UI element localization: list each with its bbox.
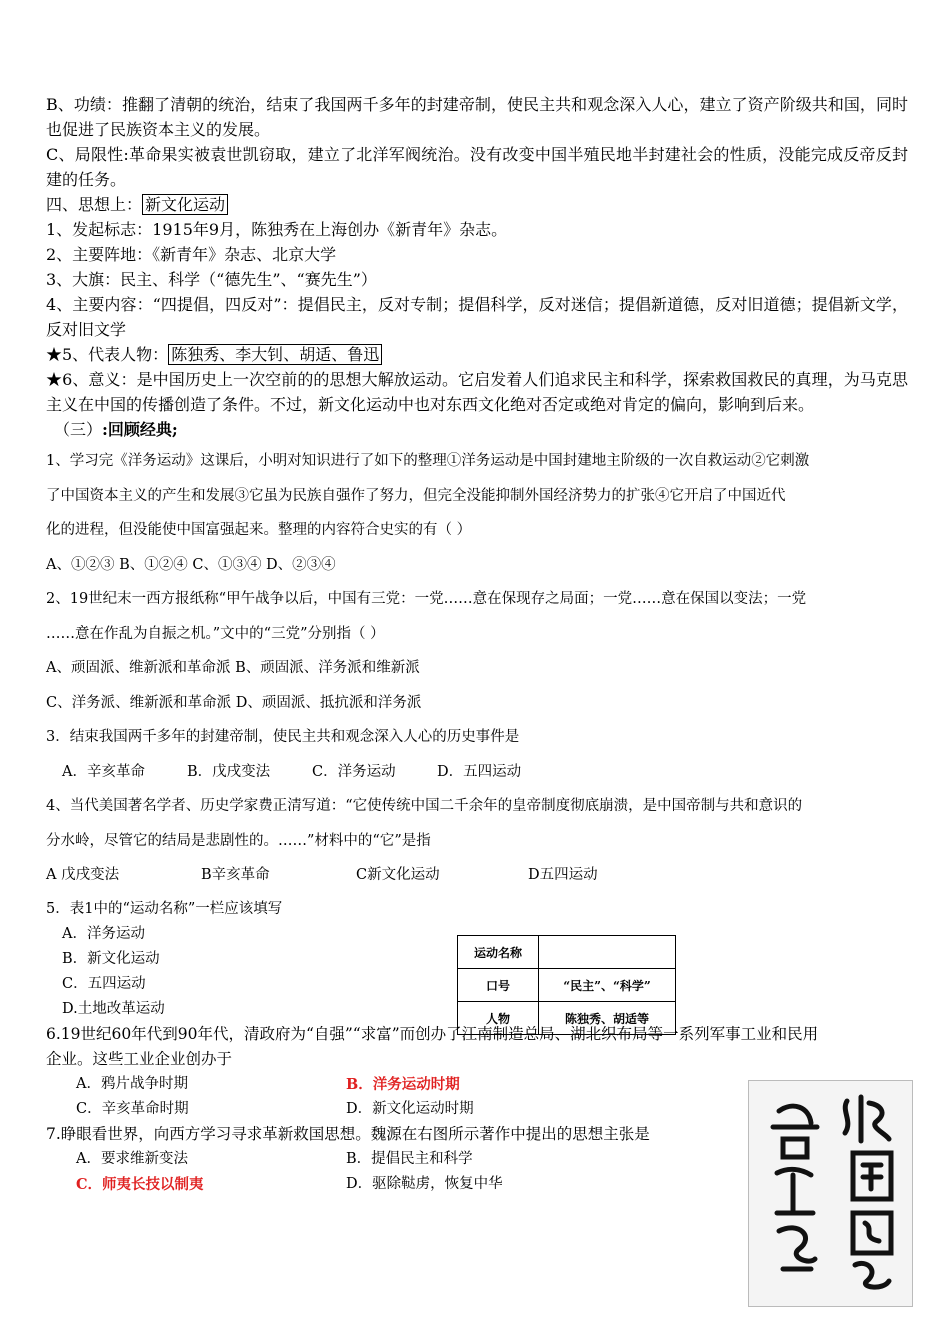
point-3: 3、大旗：民主、科学（“德先生”、“赛先生”） [46,270,377,289]
review-heading-number: （三） [54,420,103,439]
table-row [458,1002,676,1035]
section-4-heading [46,192,908,217]
review-heading [46,417,908,442]
q6-option-b-answer: B．洋务运动时期 [346,1075,460,1093]
q7-option-b: B．提倡民主和科学 [346,1150,473,1167]
q7-option-c-answer: C．师夷长技以制夷 [76,1175,204,1193]
point-5-boxed-names: 陈独秀、李大钊、胡适、鲁迅 [168,344,382,365]
q6-line-1: 6.19世纪60年代到90年代，清政府为“自强”“求富”而创办了江南制造总局、湖北织布局等一系列军事工业和民用 [46,1024,819,1043]
point-5-prefix: ★5、代表人物： [46,345,169,364]
point-2: 2、主要阵地：《新青年》杂志、北京大学 [46,245,337,264]
table-cell: 口号 [458,969,539,1002]
q2-options-row-2: C、洋务派、维新派和革命派 D、顽固派、抵抗派和洋务派 [46,694,422,711]
book-cover-seal-image [748,1080,913,1307]
table-cell: 运动名称 [458,936,539,969]
point-6: ★6、意义：是中国历史上一次空前的的思想大解放运动。它启发着人们追求民主和科学，探索救国救民的真理，为马克思主义在中国的传播创造了条件。不过，新文化运动中也对东西文化绝对否定或绝对肯定的偏向，影响到后来。 [46,370,908,414]
q4-option: A 戊戌变法 [46,867,120,883]
section-b-achievements: B、功绩：推翻了清朝的统治，结束了我国两千多年的封建帝制，使民主共和观念深入人心，建立了资产阶级共和国，同时也促进了民族资本主义的发展。 [46,95,908,139]
q1-line-1: 1、学习完《洋务运动》这课后，小明对知识进行了如下的整理①洋务运动是中国封建地主阶级的一次自救运动②它刺激 [46,453,810,469]
table-cell: “民主”、“科学” [539,969,676,1002]
q4-line-2: 分水岭，尽管它的结局是悲剧性的。……”材料中的“它”是指 [46,832,431,849]
seal-script-icon [749,1081,912,1306]
table-cell: 人物 [458,1002,539,1035]
q1-options: A、①②③ B、①②④ C、①③④ D、②③④ [46,556,336,573]
q3-options [46,755,908,790]
q2-line-2: ……意在作乱为自振之机。”文中的“三党”分别指（ ） [46,625,385,642]
q6-line-2: 企业。这些工业企业创办于 [46,1049,233,1068]
section-4-boxed-title: 新文化运动 [142,194,228,215]
q3-stem: 3．结束我国两千多年的封建帝制，使民主共和观念深入人心的历史事件是 [46,729,520,745]
table-cell: 陈独秀、胡适等 [539,1002,676,1035]
q4-line-1: 4、当代美国著名学者、历史学家费正清写道：“它使传统中国二千余年的皇帝制度彻底崩溃，是中国帝制与共和意识的 [46,798,803,814]
q4-option: C新文化运动 [356,867,440,883]
q5-option: A．洋务运动 [62,925,145,942]
point-1: 1、发起标志：1915年9月，陈独秀在上海创办《新青年》杂志。 [46,220,508,239]
q3-option: A．辛亥革命 [62,763,145,780]
q4-option: D五四运动 [528,867,598,883]
q5-option: C．五四运动 [62,975,146,992]
q6-option-c: C．辛亥革命时期 [76,1100,189,1117]
q5-option: B．新文化运动 [62,950,160,967]
point-5 [46,342,908,367]
point-4: 4、主要内容：“四提倡，四反对”：提倡民主，反对专制；提倡科学，反对迷信；提倡新道德，反对旧道德；提倡新文学，反对旧文学 [46,295,908,339]
q2-options-row-1: A、顽固派、维新派和革命派 B、顽固派、洋务派和维新派 [46,660,420,676]
q2-line-1: 2、19世纪末一西方报纸称“甲午战争以后，中国有三党：一党……意在保现存之局面；一党……意在保国以变法；一党 [46,591,807,607]
table-cell [539,936,676,969]
q4-option: B辛亥革命 [201,867,270,883]
q1-line-3: 化的进程，但没能使中国富强起来。整理的内容符合史实的有（ ） [46,522,472,538]
q6-option-a: A．鸦片战争时期 [76,1075,188,1092]
q1-line-2: 了中国资本主义的产生和发展③它虽为民族自强作了努力，但完全没能抑制外国经济势力的扩张④它开启了中国近代 [46,487,786,504]
table-1 [457,935,676,1035]
q3-option: C．洋务运动 [312,763,396,780]
q6-option-d: D．新文化运动时期 [346,1100,474,1117]
q7-option-d: D．驱除鞑虏，恢复中华 [346,1175,503,1192]
q4-options [46,858,908,893]
review-heading-title: :回顾经典; [102,420,178,439]
section-c-limitations: C、局限性:革命果实被袁世凯窃取，建立了北洋军阀统治。没有改变中国半殖民地半封建社会的性质，没能完成反帝反封建的任务。 [46,145,908,189]
section-4-prefix: 四、思想上： [46,195,143,214]
table-row [458,936,676,969]
q7-option-a: A．要求维新变法 [76,1150,188,1167]
q5-option: D.土地改革运动 [62,1000,165,1017]
q5-stem: 5．表1中的“运动名称”一栏应该填写 [46,900,283,917]
q3-option: D．五四运动 [437,763,522,780]
table-row [458,969,676,1002]
q7-stem: 7.睁眼看世界，向西方学习寻求革新救国思想。魏源在右图所示著作中提出的思想主张是 [46,1124,650,1143]
q3-option: B．戊戌变法 [187,763,271,780]
